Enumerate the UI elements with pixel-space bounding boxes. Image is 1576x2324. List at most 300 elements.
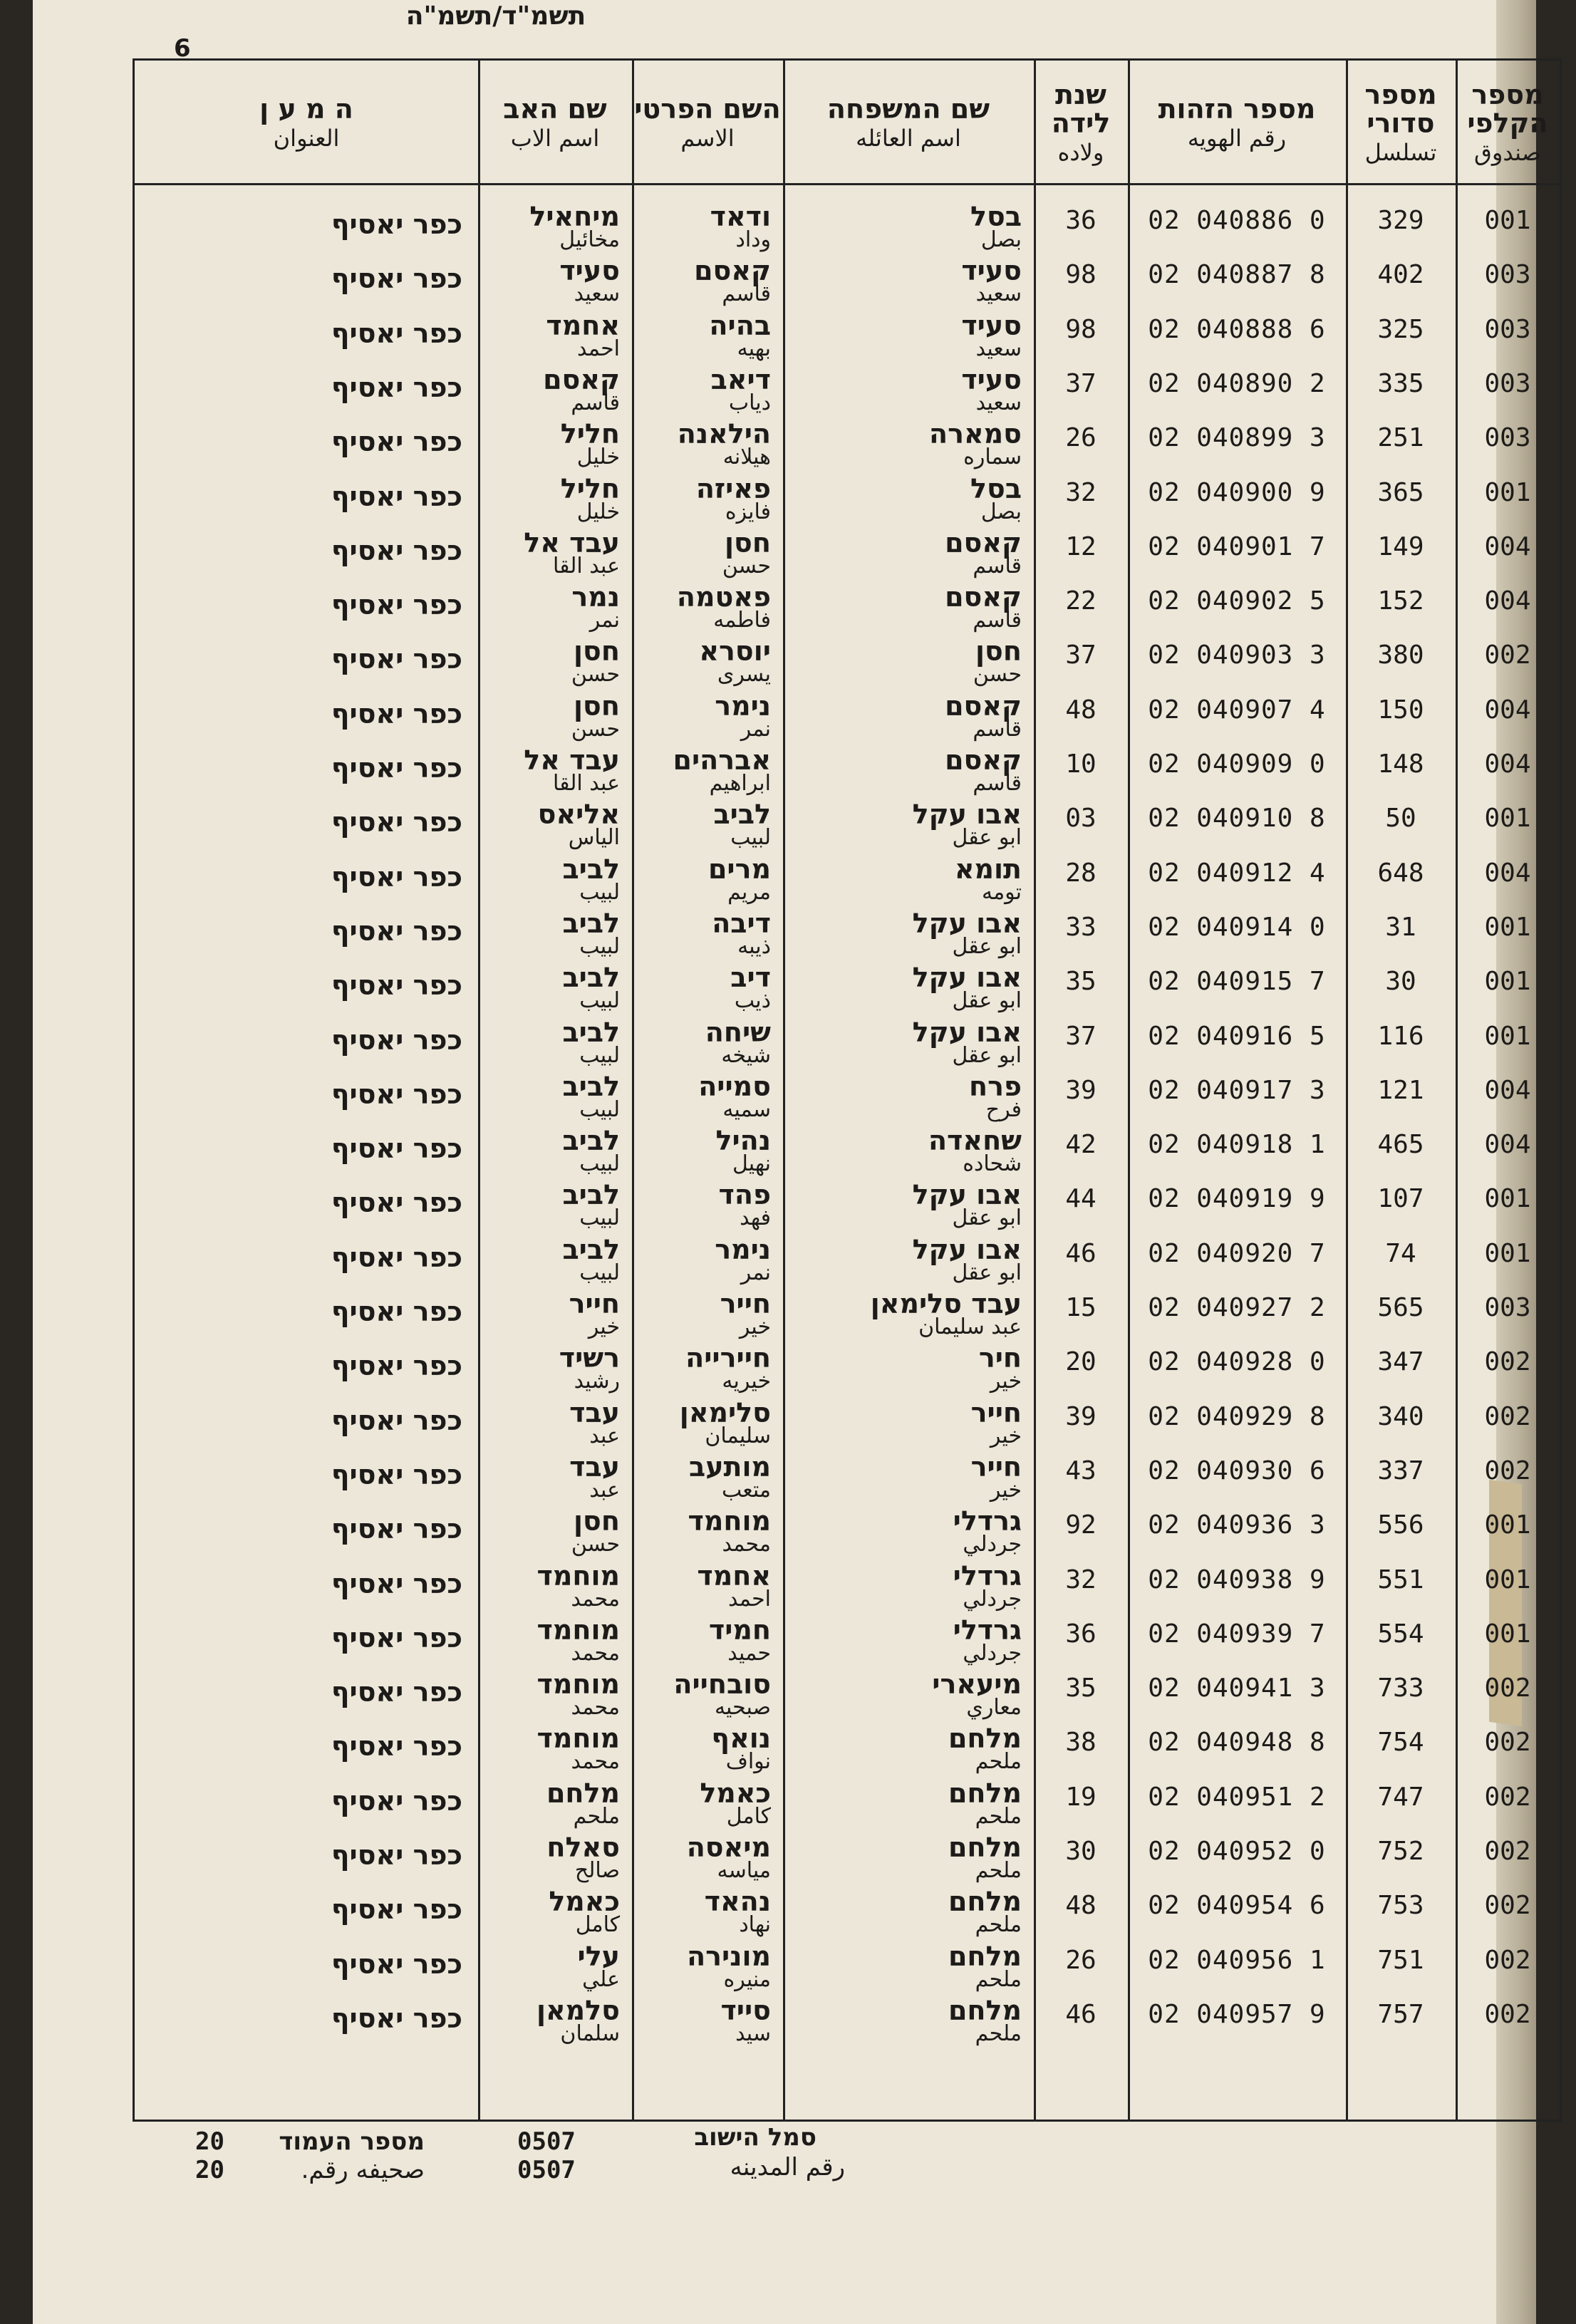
cell-serial: 747 [1377, 1782, 1424, 1812]
cell-family-ar: تومه [981, 879, 1022, 905]
cell-first-he: פאיזה [695, 472, 771, 504]
cell-father-ar: عبد القا [552, 553, 620, 579]
cell-family-ar: جردلي [963, 1532, 1022, 1557]
cell-serial: 148 [1377, 749, 1424, 779]
cell-father-ar: حسن [571, 716, 620, 742]
cell-address: כפר יאסיף [331, 1404, 462, 1436]
cell-family-ar: معاري [966, 1695, 1022, 1721]
cell-family-ar: قاسم [973, 771, 1022, 796]
cell-serial: 648 [1377, 858, 1424, 888]
cell-id: 02 040927 2 [1148, 1293, 1326, 1322]
column-header-ballot-he: מספר הקלפי [1467, 79, 1548, 140]
cell-family-ar: حسن [973, 662, 1022, 688]
cell-father-ar: سلمان [560, 2020, 620, 2046]
cell-father-he: לביב [562, 907, 620, 939]
cell-family-he: סעיד [961, 309, 1022, 341]
cell-family-ar: ابو عقل [952, 1260, 1022, 1285]
cell-family-ar: سعيد [975, 336, 1022, 361]
cell-first-ar: نواف [725, 1749, 771, 1775]
column-header-address [135, 66, 478, 180]
cell-first-ar: خيريه [722, 1369, 771, 1394]
cell-id: 02 040929 8 [1148, 1401, 1326, 1431]
cell-ballot: 001 [1484, 206, 1531, 235]
cell-father-ar: رشيد [574, 1369, 620, 1394]
cell-serial: 556 [1377, 1510, 1424, 1540]
cell-year: 98 [1065, 314, 1097, 344]
cell-family-ar: شحاده [963, 1151, 1022, 1177]
cell-id: 02 040887 8 [1148, 260, 1326, 290]
cell-first-he: חייר [720, 1288, 771, 1319]
cell-first-he: אברהים [673, 745, 771, 776]
table-row [135, 257, 1560, 311]
cell-first-he: מונירה [687, 1940, 771, 1972]
page-value-2: 20 [195, 2156, 224, 2184]
cell-father-he: לביב [562, 1016, 620, 1048]
cell-year: 37 [1065, 1021, 1097, 1051]
column-header-birth-year [1034, 66, 1128, 180]
cell-family-he: מלחם [948, 1940, 1022, 1972]
cell-first-he: נהיל [715, 1125, 771, 1157]
cell-serial: 340 [1377, 1401, 1424, 1431]
cell-father-he: קאסם [543, 363, 620, 395]
table-row [135, 1834, 1560, 1888]
cell-father-ar: علي [582, 1966, 620, 1992]
cell-ballot: 001 [1484, 1021, 1531, 1051]
cell-year: 42 [1065, 1130, 1097, 1160]
cell-first-ar: سيد [735, 2020, 771, 2046]
cell-year: 26 [1065, 1945, 1097, 1975]
cell-id: 02 040899 3 [1148, 423, 1326, 453]
cell-year: 48 [1065, 1891, 1097, 1921]
cell-ballot: 003 [1484, 314, 1531, 344]
settlement-label-ar: رقم المدينه [730, 2153, 845, 2182]
cell-first-he: חיירייה [685, 1342, 771, 1374]
cell-first-ar: متعب [721, 1477, 771, 1503]
cell-year: 36 [1065, 206, 1097, 235]
column-header-id-ar: رقم الهويه [1187, 125, 1287, 152]
cell-year: 43 [1065, 1456, 1097, 1485]
cell-ballot: 003 [1484, 368, 1531, 398]
cell-father-he: כאמל [549, 1886, 620, 1918]
cell-family-he: קאסם [945, 690, 1022, 722]
cell-year: 10 [1065, 749, 1097, 779]
cell-ballot: 004 [1484, 858, 1531, 888]
cell-family-ar: سعيد [975, 281, 1022, 307]
cell-father-he: עלי [577, 1940, 620, 1972]
cell-father-he: לביב [562, 1233, 620, 1265]
cell-father-he: חייר [569, 1288, 620, 1319]
cell-first-ar: مريم [727, 879, 771, 905]
cell-first-ar: شيخه [721, 1042, 771, 1068]
cell-address: כפר יאסיף [331, 426, 462, 458]
cell-year: 12 [1065, 531, 1097, 561]
cell-year: 26 [1065, 423, 1097, 453]
cell-father-ar: الياس [568, 825, 620, 851]
cell-ballot: 001 [1484, 912, 1531, 942]
table-row [135, 747, 1560, 801]
cell-first-ar: سليمان [705, 1423, 771, 1448]
cell-id: 02 040916 5 [1148, 1021, 1326, 1051]
document-header-title: תשמ"ד/תשמ"ה [405, 1, 586, 31]
cell-year: 46 [1065, 1238, 1097, 1268]
cell-first-he: נואף [711, 1723, 771, 1755]
cell-year: 48 [1065, 695, 1097, 725]
cell-address: כפר יאסיף [331, 1894, 462, 1926]
cell-address: כפר יאסיף [331, 1731, 462, 1763]
cell-father-he: אליאס [537, 799, 620, 831]
cell-ballot: 003 [1484, 1293, 1531, 1322]
cell-ballot: 004 [1484, 695, 1531, 725]
cell-year: 19 [1065, 1782, 1097, 1812]
cell-family-ar: ملحم [975, 1912, 1022, 1938]
cell-ballot: 004 [1484, 749, 1531, 779]
cell-father-ar: لبيب [579, 1260, 620, 1285]
cell-ballot: 002 [1484, 1347, 1531, 1377]
cell-first-he: ודאד [710, 201, 771, 232]
cell-serial: 31 [1385, 912, 1416, 942]
column-header-address-ar: العنوان [273, 125, 340, 152]
column-header-birth-ar: ولاده [1057, 139, 1104, 167]
cell-first-he: מרים [707, 853, 771, 885]
cell-father-he: סעיד [559, 255, 620, 287]
cell-father-ar: خليل [576, 499, 620, 524]
cell-serial: 465 [1377, 1130, 1424, 1160]
cell-ballot: 001 [1484, 1565, 1531, 1594]
cell-first-ar: دياب [728, 390, 771, 415]
cell-id: 02 040928 0 [1148, 1347, 1326, 1377]
cell-father-ar: صالح [574, 1858, 620, 1883]
page-label-ar: صحيفه رقم. [301, 2156, 425, 2184]
table-row [135, 1453, 1560, 1508]
cell-family-he: אבו עקל [912, 1179, 1022, 1211]
cell-first-he: חסן [725, 526, 771, 559]
cell-address: כפר יאסיף [331, 317, 462, 349]
cell-father-ar: محمد [571, 1640, 620, 1666]
cell-first-ar: نهاد [739, 1912, 771, 1938]
header-divider [135, 183, 1560, 185]
table-row [135, 1396, 1560, 1453]
cell-address: כפר יאסיף [331, 589, 462, 621]
cell-first-he: אחמד [697, 1560, 771, 1592]
table-row [135, 1290, 1560, 1344]
page-label-he: מספר העמוד [279, 2127, 425, 2156]
cell-first-he: מיאסה [686, 1832, 771, 1863]
cell-year: 36 [1065, 1619, 1097, 1649]
cell-year: 37 [1065, 368, 1097, 398]
cell-father-ar: حسن [571, 662, 620, 688]
cell-father-ar: لبيب [579, 1151, 620, 1177]
cell-address: כפר יאסיף [331, 1840, 462, 1871]
cell-first-he: יוסרא [699, 636, 771, 668]
cell-father-he: מיחאיל [529, 201, 620, 232]
column-header-family-he: שם המשפחה [826, 93, 990, 125]
cell-address: כפר יאסיף [331, 1622, 462, 1654]
cell-first-ar: مياسه [717, 1858, 771, 1883]
cell-father-he: חליל [560, 472, 620, 504]
table-row [135, 1671, 1560, 1725]
column-header-birth-he: שנת לידה [1051, 79, 1111, 140]
cell-father-he: אחמד [546, 309, 620, 341]
cell-family-he: פרח [969, 1070, 1022, 1102]
cell-father-he: חסן [574, 636, 620, 668]
cell-family-he: קאסם [945, 526, 1022, 559]
table-row [135, 692, 1560, 747]
cell-id: 02 040954 6 [1148, 1891, 1326, 1921]
cell-family-he: חסן [975, 636, 1022, 668]
table-row [135, 1777, 1560, 1834]
cell-family-he: קאסם [945, 581, 1022, 613]
cell-id: 02 040918 1 [1148, 1130, 1326, 1160]
cell-first-ar: هيلانه [722, 445, 771, 470]
column-header-serial [1346, 66, 1456, 180]
cell-family-ar: ابو عقل [952, 933, 1022, 959]
cell-family-ar: فرح [985, 1096, 1022, 1122]
cell-father-ar: لبيب [579, 1042, 620, 1068]
cell-family-ar: ملحم [975, 2020, 1022, 2046]
cell-year: 22 [1065, 586, 1097, 616]
cell-father-ar: لبيب [579, 1205, 620, 1231]
cell-father-he: חליל [560, 418, 620, 450]
cell-year: 03 [1065, 804, 1097, 834]
cell-father-he: מוחמד [536, 1614, 620, 1646]
cell-id: 02 040957 9 [1148, 1999, 1326, 2029]
cell-first-he: שיחה [705, 1016, 771, 1048]
cell-first-ar: وداد [735, 227, 771, 252]
cell-father-he: סאלח [546, 1832, 620, 1863]
cell-father-ar: لبيب [579, 879, 620, 905]
page-number: 6 [174, 34, 191, 63]
cell-family-ar: ابو عقل [952, 988, 1022, 1014]
cell-year: 20 [1065, 1347, 1097, 1377]
table-row [135, 526, 1560, 583]
cell-family-ar: قاسم [973, 608, 1022, 633]
cell-ballot: 002 [1484, 1728, 1531, 1758]
column-header-id-number [1128, 66, 1346, 180]
cell-ballot: 004 [1484, 1075, 1531, 1105]
cell-id: 02 040936 3 [1148, 1510, 1326, 1540]
cell-father-ar: محمد [571, 1749, 620, 1775]
cell-family-ar: قاسم [973, 716, 1022, 742]
cell-family-ar: ملحم [975, 1803, 1022, 1829]
cell-father-he: חסן [574, 1505, 620, 1537]
cell-father-ar: سعيد [574, 281, 620, 307]
cell-first-he: חמיד [708, 1614, 771, 1646]
cell-id: 02 040951 2 [1148, 1782, 1326, 1812]
cell-family-ar: خير [990, 1423, 1022, 1448]
cell-year: 37 [1065, 640, 1097, 670]
cell-serial: 754 [1377, 1728, 1424, 1758]
cell-first-he: נימר [715, 690, 771, 722]
cell-first-ar: خير [739, 1314, 771, 1339]
table-row [135, 1016, 1560, 1073]
cell-year: 98 [1065, 260, 1097, 290]
cell-family-ar: جردلي [963, 1640, 1022, 1666]
cell-first-he: דיאב [710, 363, 771, 395]
table-row [135, 1562, 1560, 1617]
cell-first-he: בהיה [709, 309, 771, 341]
cell-father-he: חסן [574, 690, 620, 722]
cell-serial: 757 [1377, 1999, 1424, 2029]
cell-father-he: לביב [562, 1125, 620, 1157]
table-row [135, 1070, 1560, 1127]
cell-family-he: מלחם [948, 1994, 1022, 2026]
cell-father-ar: مخائيل [559, 227, 620, 252]
cell-first-he: סמייה [698, 1070, 771, 1102]
cell-address: כפר יאסיף [331, 1024, 462, 1056]
cell-serial: 152 [1377, 586, 1424, 616]
cell-father-he: עבד [569, 1451, 620, 1483]
cell-address: כפר יאסיף [331, 534, 462, 566]
table-row [135, 472, 1560, 529]
cell-id: 02 040886 0 [1148, 206, 1326, 235]
table-row [135, 907, 1560, 964]
cell-father-he: מלחם [546, 1777, 620, 1809]
cell-family-ar: خير [990, 1369, 1022, 1394]
cell-father-he: לביב [562, 962, 620, 994]
cell-ballot: 002 [1484, 640, 1531, 670]
settlement-code-2: 0507 [517, 2156, 576, 2184]
column-header-ballot [1456, 66, 1560, 180]
cell-serial: 74 [1385, 1238, 1416, 1268]
cell-father-ar: محمد [571, 1695, 620, 1721]
cell-serial: 753 [1377, 1891, 1424, 1921]
cell-ballot: 002 [1484, 1782, 1531, 1812]
cell-address: כפר יאסיף [331, 371, 462, 403]
cell-ballot: 004 [1484, 1130, 1531, 1160]
cell-first-ar: قاسم [722, 281, 771, 307]
cell-first-he: דיבה [712, 907, 771, 939]
cell-ballot: 002 [1484, 1999, 1531, 2029]
cell-serial: 380 [1377, 640, 1424, 670]
cell-family-he: מיעארי [932, 1669, 1022, 1701]
cell-family-ar: قاسم [973, 553, 1022, 579]
cell-family-he: מלחם [948, 1777, 1022, 1809]
cell-id: 02 040903 3 [1148, 640, 1326, 670]
cell-family-he: שחאדה [928, 1125, 1022, 1157]
cell-ballot: 001 [1484, 1510, 1531, 1540]
cell-address: כפר יאסיף [331, 1078, 462, 1110]
cell-father-he: עבד [569, 1396, 620, 1428]
cell-family-he: עבד סלימאן [870, 1288, 1022, 1319]
table-row [135, 1725, 1560, 1779]
cell-serial: 751 [1377, 1945, 1424, 1975]
cell-family-he: חייר [970, 1451, 1022, 1483]
cell-id: 02 040938 9 [1148, 1565, 1326, 1594]
cell-address: כפר יאסיף [331, 643, 462, 675]
cell-father-ar: لبيب [579, 933, 620, 959]
cell-serial: 121 [1377, 1075, 1424, 1105]
cell-id: 02 040912 4 [1148, 858, 1326, 888]
table-row [135, 1127, 1560, 1181]
cell-first-ar: نمر [740, 1260, 771, 1285]
table-row [135, 583, 1560, 638]
cell-first-he: סלימאן [679, 1396, 771, 1428]
cell-id: 02 040952 0 [1148, 1837, 1326, 1866]
cell-family-ar: ملحم [975, 1749, 1022, 1775]
cell-id: 02 040902 5 [1148, 586, 1326, 616]
cell-father-ar: عبد [589, 1423, 620, 1448]
cell-father-ar: حسن [571, 1532, 620, 1557]
cell-first-ar: احمد [728, 1586, 771, 1612]
cell-father-he: מוחמד [536, 1723, 620, 1755]
cell-family-he: מלחם [948, 1886, 1022, 1918]
cell-id: 02 040907 4 [1148, 695, 1326, 725]
cell-ballot: 004 [1484, 586, 1531, 616]
cell-ballot: 002 [1484, 1891, 1531, 1921]
cell-serial: 335 [1377, 368, 1424, 398]
cell-first-ar: يسرى [717, 662, 771, 688]
column-header-id-he: מספר הזהות [1158, 93, 1316, 125]
cell-first-he: סובחייה [673, 1669, 771, 1701]
cell-address: כפר יאסיף [331, 1187, 462, 1219]
cell-first-ar: بهيه [737, 336, 771, 361]
cell-address: כפר יאסיף [331, 1133, 462, 1165]
cell-address: כפר יאסיף [331, 1350, 462, 1382]
cell-family-ar: عبد سليمان [918, 1314, 1022, 1339]
cell-father-he: סלמאן [536, 1994, 620, 2026]
cell-family-he: חיר [978, 1342, 1022, 1374]
cell-first-he: פאטמה [676, 581, 771, 613]
cell-id: 02 040948 8 [1148, 1728, 1326, 1758]
cell-first-he: דיב [730, 962, 771, 994]
cell-address: כפר יאסיף [331, 1676, 462, 1708]
cell-year: 32 [1065, 1565, 1097, 1594]
cell-ballot: 001 [1484, 477, 1531, 507]
cell-id: 02 040909 0 [1148, 749, 1326, 779]
cell-address: כפר יאסיף [331, 1785, 462, 1817]
cell-address: כפר יאסיף [331, 480, 462, 512]
column-header-serial-he: מספר סדורי [1364, 79, 1437, 140]
cell-year: 35 [1065, 967, 1097, 997]
cell-ballot: 002 [1484, 1456, 1531, 1485]
cell-family-he: בסל [970, 201, 1022, 232]
cell-address: כפר יאסיף [331, 1241, 462, 1273]
cell-father-ar: خليل [576, 445, 620, 470]
cell-family-he: סעיד [961, 255, 1022, 287]
cell-family-ar: جردلي [963, 1586, 1022, 1612]
cell-first-ar: صبحيه [714, 1695, 771, 1721]
cell-father-he: נמר [571, 581, 620, 613]
cell-father-he: רשיד [559, 1342, 620, 1374]
table-row [135, 1181, 1560, 1235]
cell-year: 46 [1065, 1999, 1097, 2029]
cell-father-he: מוחמד [536, 1669, 620, 1701]
column-header-family-name [783, 66, 1034, 180]
cell-serial: 30 [1385, 967, 1416, 997]
cell-address: כפר יאסיף [331, 209, 462, 240]
cell-first-ar: حميد [727, 1640, 771, 1666]
cell-serial: 554 [1377, 1619, 1424, 1649]
cell-address: כפר יאסיף [331, 861, 462, 893]
cell-id: 02 040915 7 [1148, 967, 1326, 997]
cell-family-ar: سعيد [975, 390, 1022, 415]
cell-address: כפר יאסיף [331, 263, 462, 295]
cell-family-ar: ابو عقل [952, 1042, 1022, 1068]
cell-year: 30 [1065, 1837, 1097, 1866]
column-header-father-he: שם האב [503, 93, 607, 125]
cell-first-he: מוחמד [688, 1505, 771, 1537]
table-row [135, 964, 1560, 1018]
table-row [135, 1888, 1560, 1942]
cell-father-he: לביב [562, 1070, 620, 1102]
cell-id: 02 040930 6 [1148, 1456, 1326, 1485]
cell-family-he: אבו עקל [912, 1016, 1022, 1048]
cell-serial: 150 [1377, 695, 1424, 725]
cell-father-ar: احمد [577, 336, 620, 361]
cell-year: 35 [1065, 1674, 1097, 1703]
cell-first-ar: نمر [740, 716, 771, 742]
cell-id: 02 040939 7 [1148, 1619, 1326, 1649]
